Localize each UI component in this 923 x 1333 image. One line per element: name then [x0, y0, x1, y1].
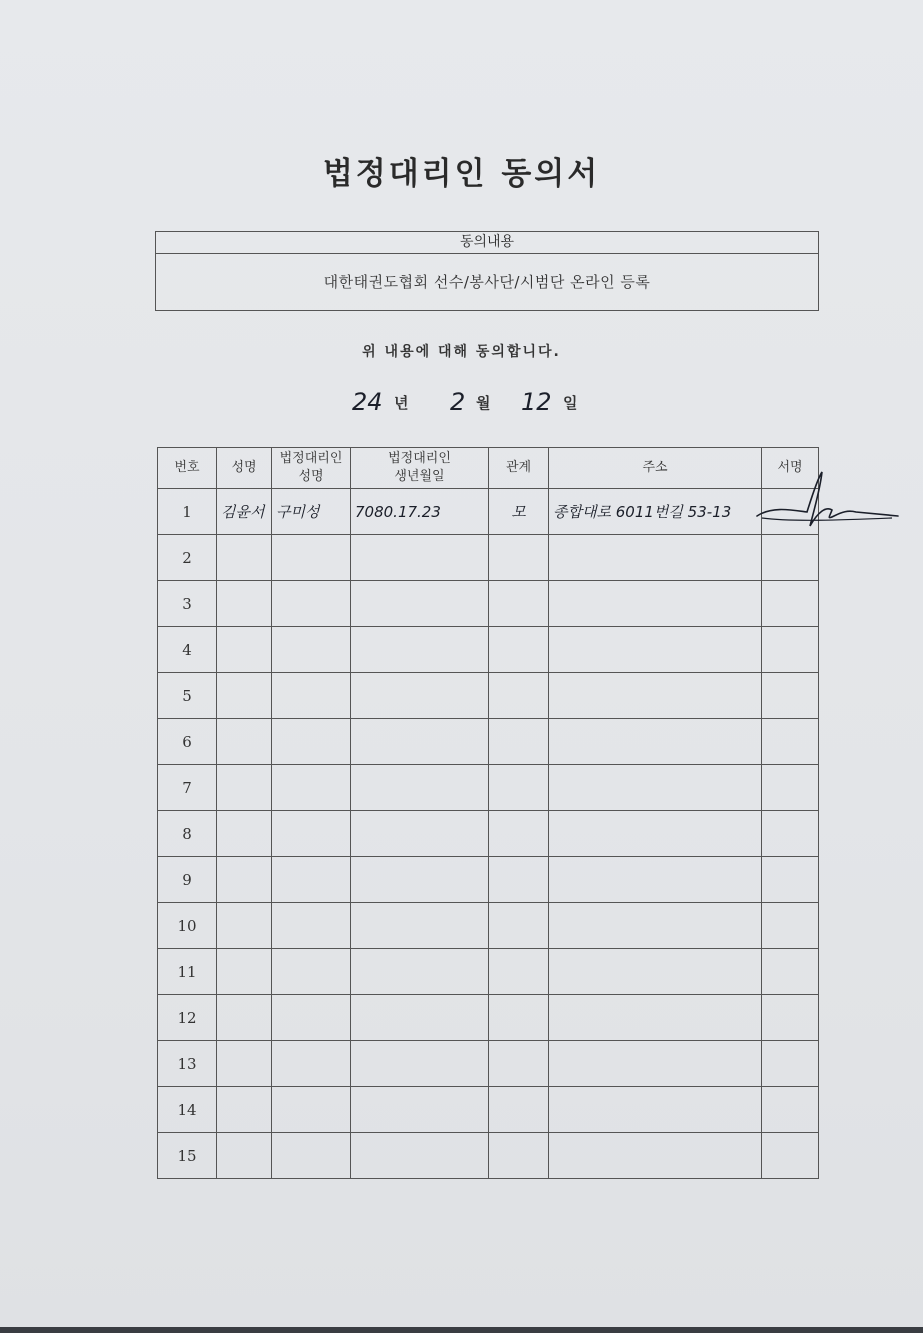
header-signature: 서명: [762, 448, 819, 489]
cell-guardian-name: [272, 1041, 351, 1087]
cell-guardian-birth: [351, 857, 489, 903]
cell-relation: [489, 1087, 549, 1133]
cell-address: [549, 995, 762, 1041]
row-number: 5: [158, 673, 217, 719]
cell-signature: [762, 719, 819, 765]
cell-name: [217, 535, 272, 581]
header-address: 주소: [549, 448, 762, 489]
consent-box: [155, 231, 819, 311]
cell-address: [549, 811, 762, 857]
date-day-label: 일: [563, 394, 578, 412]
row-number: 2: [158, 535, 217, 581]
cell-name: [217, 811, 272, 857]
cell-guardian-name: [272, 765, 351, 811]
table-row: [158, 627, 819, 673]
cell-address: [549, 627, 762, 673]
cell-guardian-name: [272, 627, 351, 673]
cell-guardian-birth: [351, 581, 489, 627]
header-guardian-birth: 법정대리인 생년월일: [351, 448, 489, 489]
cell-name: [217, 903, 272, 949]
cell-guardian-name: [272, 995, 351, 1041]
cell-address: [549, 765, 762, 811]
cell-name: 김윤서: [217, 489, 272, 535]
cell-guardian-birth: [351, 1087, 489, 1133]
cell-name: [217, 949, 272, 995]
table-row: [158, 489, 819, 535]
cell-address: [549, 949, 762, 995]
cell-guardian-birth: [351, 765, 489, 811]
cell-address: [549, 535, 762, 581]
date-month-value: 2: [450, 388, 466, 416]
cell-guardian-birth: [351, 627, 489, 673]
cell-guardian-name: [272, 719, 351, 765]
cell-relation: [489, 535, 549, 581]
document-title: 법정대리인 동의서: [322, 156, 601, 192]
row-number: 13: [158, 1041, 217, 1087]
cell-address: [549, 1041, 762, 1087]
cell-guardian-name: [272, 857, 351, 903]
table-body: [158, 489, 819, 1179]
guardian-table: [157, 447, 819, 1179]
consent-header: 동의내용: [156, 232, 818, 254]
cell-address: [549, 1087, 762, 1133]
cell-relation: [489, 995, 549, 1041]
row-number: 3: [158, 581, 217, 627]
row-number: 14: [158, 1087, 217, 1133]
cell-name: [217, 1087, 272, 1133]
cell-signature: [762, 995, 819, 1041]
cell-address: [549, 903, 762, 949]
cell-address: [549, 719, 762, 765]
cell-guardian-birth: [351, 1133, 489, 1179]
header-guardian-name: 법정대리인 성명: [272, 448, 351, 489]
cell-guardian-birth: [351, 1041, 489, 1087]
cell-name: [217, 1133, 272, 1179]
cell-guardian-birth: [351, 949, 489, 995]
header-number: 번호: [158, 448, 217, 489]
row-number: 11: [158, 949, 217, 995]
cell-signature: [762, 627, 819, 673]
cell-signature: [762, 857, 819, 903]
row-number: 9: [158, 857, 217, 903]
cell-guardian-birth: 7080.17.23: [351, 489, 489, 535]
cell-address: [549, 581, 762, 627]
cell-guardian-name: [272, 1133, 351, 1179]
cell-guardian-birth: [351, 811, 489, 857]
cell-signature: [762, 535, 819, 581]
table-row: [158, 1133, 819, 1179]
cell-guardian-name: [272, 811, 351, 857]
cell-signature: [762, 581, 819, 627]
row-number: 12: [158, 995, 217, 1041]
cell-name: [217, 673, 272, 719]
cell-address: [549, 1133, 762, 1179]
cell-relation: [489, 673, 549, 719]
cell-guardian-birth: [351, 903, 489, 949]
cell-guardian-birth: [351, 535, 489, 581]
cell-name: [217, 627, 272, 673]
date-day-value: 12: [521, 388, 552, 416]
row-number: 15: [158, 1133, 217, 1179]
table-header-row: [158, 448, 819, 489]
cell-signature: [762, 1041, 819, 1087]
cell-relation: [489, 1041, 549, 1087]
cell-relation: [489, 903, 549, 949]
row-number: 10: [158, 903, 217, 949]
cell-signature: [762, 1133, 819, 1179]
date-month-label: 월: [476, 394, 491, 412]
date-year-label: 년: [394, 394, 409, 412]
cell-relation: [489, 765, 549, 811]
cell-signature: [762, 765, 819, 811]
cell-signature: [762, 811, 819, 857]
row-number: 1: [158, 489, 217, 535]
cell-guardian-birth: [351, 673, 489, 719]
cell-signature: [762, 903, 819, 949]
cell-relation: [489, 1133, 549, 1179]
table-row: [158, 857, 819, 903]
cell-guardian-name: 구미성: [272, 489, 351, 535]
table-row: [158, 995, 819, 1041]
agreement-statement: 위 내용에 대해 동의합니다.: [362, 344, 561, 360]
cell-name: [217, 719, 272, 765]
cell-name: [217, 857, 272, 903]
cell-relation: [489, 949, 549, 995]
row-number: 4: [158, 627, 217, 673]
cell-address: [549, 857, 762, 903]
cell-name: [217, 1041, 272, 1087]
table-row: [158, 1087, 819, 1133]
cell-relation: [489, 581, 549, 627]
cell-name: [217, 995, 272, 1041]
cell-signature: [762, 1087, 819, 1133]
cell-name: [217, 581, 272, 627]
cell-relation: [489, 627, 549, 673]
cell-address: 종합대로 6011번길 53-13: [549, 489, 762, 535]
cell-signature: [762, 949, 819, 995]
cell-relation: [489, 811, 549, 857]
scan-bottom-edge: [0, 1327, 923, 1333]
cell-signature: [762, 673, 819, 719]
row-number: 7: [158, 765, 217, 811]
cell-relation: 모: [489, 489, 549, 535]
table-row: [158, 535, 819, 581]
table-row: [158, 1041, 819, 1087]
consent-text: 대한태권도협회 선수/봉사단/시범단 온라인 등록: [323, 273, 651, 291]
header-relation: 관계: [489, 448, 549, 489]
cell-guardian-name: [272, 1087, 351, 1133]
row-number: 6: [158, 719, 217, 765]
date-year-value: 24: [352, 388, 383, 416]
cell-guardian-birth: [351, 719, 489, 765]
header-name: 성명: [217, 448, 272, 489]
cell-relation: [489, 719, 549, 765]
cell-guardian-birth: [351, 995, 489, 1041]
cell-guardian-name: [272, 949, 351, 995]
date-line: [0, 388, 923, 420]
signature-mark: [752, 466, 902, 536]
table-row: [158, 811, 819, 857]
cell-name: [217, 765, 272, 811]
table-row: [158, 673, 819, 719]
cell-guardian-name: [272, 903, 351, 949]
table-row: [158, 903, 819, 949]
cell-guardian-name: [272, 535, 351, 581]
cell-address: [549, 673, 762, 719]
table-row: [158, 765, 819, 811]
table-row: [158, 719, 819, 765]
cell-relation: [489, 857, 549, 903]
row-number: 8: [158, 811, 217, 857]
cell-guardian-name: [272, 673, 351, 719]
table-row: [158, 581, 819, 627]
table-row: [158, 949, 819, 995]
cell-guardian-name: [272, 581, 351, 627]
